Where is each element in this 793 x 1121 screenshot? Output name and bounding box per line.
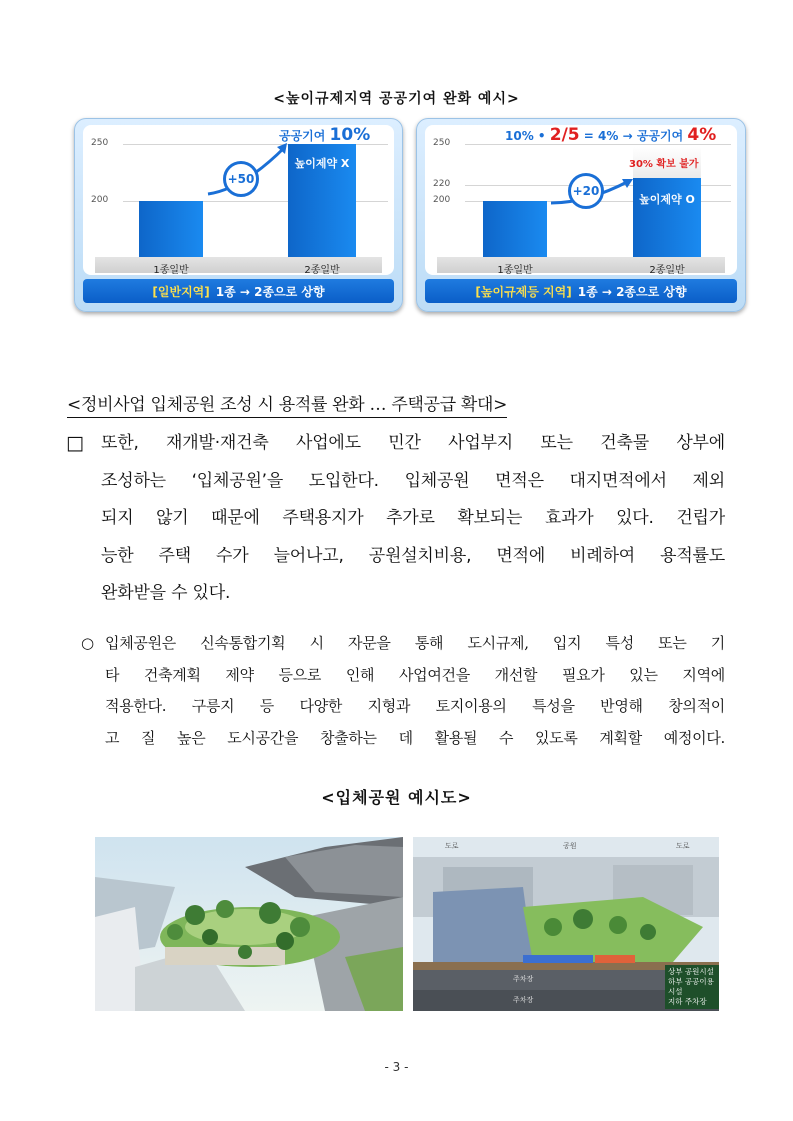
category-label: 2종일반 — [304, 265, 340, 276]
increase-badge: +20 — [568, 173, 604, 209]
figure-2-title: <입체공원 예시도> — [321, 788, 472, 807]
category-label: 2종일반 — [649, 265, 685, 276]
increase-badge: +50 — [223, 161, 259, 197]
chart-panel-height-restricted — [416, 118, 746, 312]
y-tick: 200 — [433, 195, 451, 205]
bar-2jong — [633, 178, 701, 257]
parking-level-label: 주차장 — [513, 996, 534, 1004]
y-tick: 220 — [433, 179, 451, 189]
page-number: - 3 - — [384, 1060, 409, 1074]
circle-bullet-icon: ○ — [81, 634, 94, 652]
region-banner: [일반지역] 1종 → 2종으로 상향 — [83, 279, 394, 303]
square-bullet-icon: □ — [66, 432, 84, 454]
section-legend: 상부 공원시설 하부 공공이용시설 지하 주차장 — [665, 965, 719, 1009]
section-heading: <정비사업 입체공원 조성 시 용적률 완화 … 주택공급 확대> — [67, 390, 507, 418]
region-banner: [높이규제등 지역] 1종 → 2종으로 상향 — [425, 279, 737, 303]
y-tick: 250 — [433, 138, 451, 148]
bar-1jong — [139, 201, 203, 257]
parking-level-label: 주차장 — [513, 975, 534, 983]
red-note: 30% 확보 불가 — [629, 159, 699, 170]
category-label: 1종일반 — [153, 265, 189, 276]
category-label: 1종일반 — [497, 265, 533, 276]
park-rendering-image — [95, 837, 403, 1011]
park-label: 공원 — [563, 842, 577, 850]
road-label: 도로 — [676, 842, 690, 850]
park-section-diagram — [413, 837, 719, 1011]
contribution-note: 10% • 2/5 = 4% → 공공기여 4% — [505, 125, 717, 145]
figure-1-title: <높이규제지역 공공기여 완화 예시> — [273, 91, 520, 107]
road-label: 도로 — [445, 842, 459, 850]
chart-panel-general — [74, 118, 403, 312]
bar-label: 높이제약 X — [294, 157, 350, 170]
y-tick: 250 — [91, 138, 109, 148]
y-tick: 200 — [91, 195, 109, 205]
bar-1jong — [483, 201, 547, 257]
bar-label: 높이제약 O — [639, 193, 695, 206]
contribution-note: 공공기여 10% — [279, 125, 371, 145]
sub-bullet-paragraph: ○ 입체공원은 신속통합기획 시 자문을 통해 도시규제, 입지 특성 또는 기 타 건축계획 제약 등으로 인해 사업여건을 개선할 필요가 있는 지역에 적용한다. 구릉지 등 다양한 지형과 토지이용의 특성을 반영해 창의적이 고 질 높은 도시공간을 창출하는 데 활용될 수 있도록 계획할 예정이다. — [105, 628, 725, 754]
bullet-paragraph: □ 또한, 재개발·재건축 사업에도 민간 사업부지 또는 건축물 상부에 조성하는 ‘입체공원’을 도입한다. 입체공원 면적은 대지면적에서 제외 되지 않기 때문에 주택용지가 추가로 확보되는 효과가 있다. 건립가 능한 주택 수가 늘어나고, 공원설치비용, 면적에 비례하여 용적률도 완화받을 수 있다. — [101, 425, 725, 613]
